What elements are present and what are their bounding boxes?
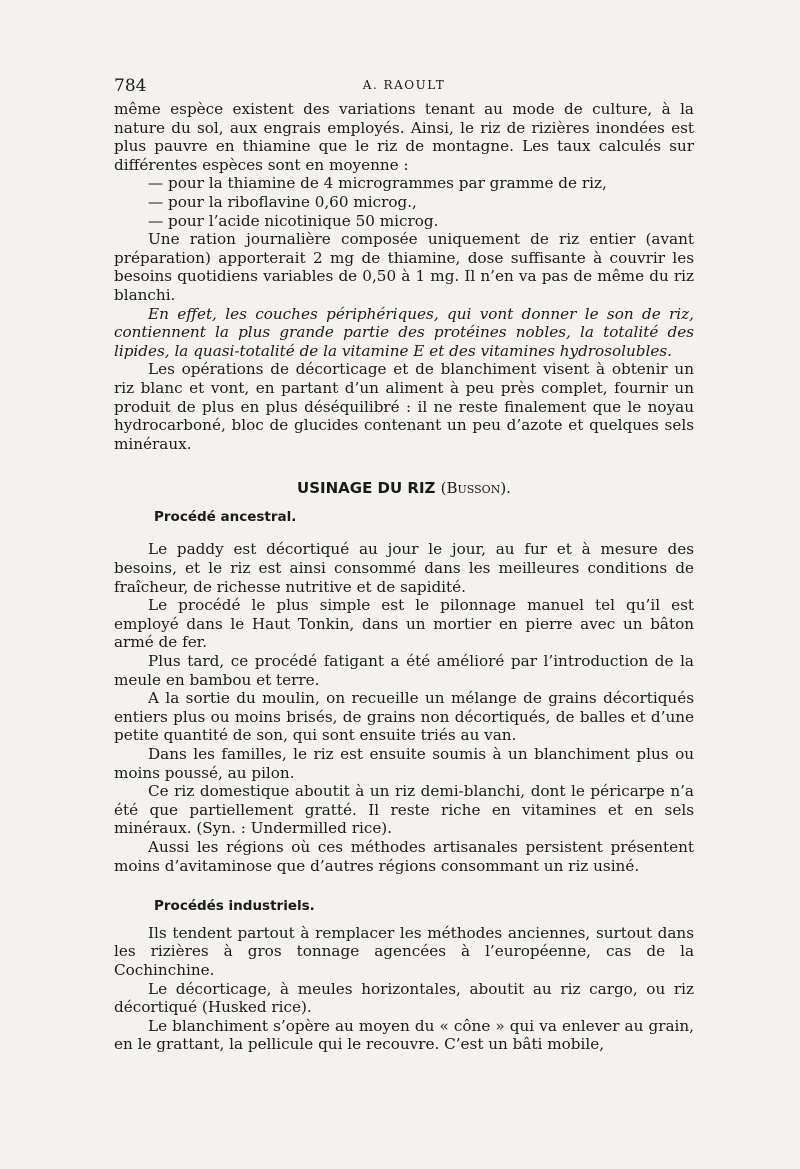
list-item: — pour la riboflavine 0,60 microg., (148, 192, 417, 211)
list-item: — pour l’acide nicotinique 50 microg. (148, 211, 439, 230)
body-text (114, 100, 694, 1054)
paragraph: Ils tendent partout à remplacer les méthodes anciennes, surtout dans les rizières à gros tonnage agencées à l’européenne, cas de la Cochinchine. (114, 923, 694, 979)
paragraph: A la sortie du moulin, on recueille un mélange de grains décortiqués entiers plus ou moins brisés, de grains non décortiqués, de balles et d’une petite quantité de son, qui sont ensuite triés au van. (114, 689, 694, 745)
page-number: 784 (114, 76, 147, 96)
document-page (114, 70, 694, 1054)
paragraph: même espèce existent des variations tenant au mode de culture, à la nature du sol, aux engrais employés. Ainsi, le riz de rizières inondées est plus pauvre en thiamine que le riz de montagne. Les taux calculés sur différentes espèces sont en moyenne : (114, 100, 694, 174)
section-author: (Busson). (440, 479, 511, 498)
paragraph: Aussi les régions où ces méthodes artisanales persistent présentent moins d’avitaminose que d’autres régions consommant un riz usiné. (114, 837, 694, 875)
paragraph: Le blanchiment s’opère au moyen du « cône » qui va enlever au grain, en le grattant, la pellicule qui le recouvre. C’est un bâti mobile, (114, 1016, 694, 1054)
section-title-text: USINAGE DU RIZ (297, 479, 436, 498)
paragraph: Dans les familles, le riz est ensuite soumis à un blanchiment plus ou moins poussé, au pilon. (114, 745, 694, 782)
paragraph: Le procédé le plus simple est le pilonnage manuel tel qu’il est employé dans le Haut Tonkin, dans un mortier en pierre avec un bâton armé de fer. (114, 596, 694, 652)
paragraph: Ce riz domestique aboutit à un riz demi-blanchi, dont le péricarpe n’a été que partiellement gratté. Il reste riche en vitamines et en sels minéraux. (Syn. : Undermilled rice). (114, 782, 694, 838)
italic-paragraph: En effet, les couches périphériques, qui vont donner le son de riz, contiennent la plus grande partie des protéines nobles, la totalité des lipides, la quasi-totalité de la vitamine E et des vitamines hydrosolubles. (114, 304, 694, 360)
subsection-title: Procédés industriels. (154, 898, 315, 915)
paragraph: Le paddy est décortiqué au jour le jour, au fur et à mesure des besoins, et le riz est ainsi consommé dans les meilleures conditions de fraîcheur, de richesse nutritive et de sapidité. (114, 540, 694, 596)
running-head: A. RAOULT (362, 78, 446, 92)
paragraph: Les opérations de décorticage et de blanchiment visent à obtenir un riz blanc et vont, en partant d’un aliment à peu près complet, fournir un produit de plus en plus déséquilibré : il ne reste finalement que le noyau hydrocarboné, bloc de glucides contenant un peu d’azote et quelques sels minéraux. (114, 360, 694, 453)
paragraph: Le décorticage, à meules horizontales, aboutit au riz cargo, ou riz décortiqué (Husked rice). (114, 979, 694, 1017)
page-header (114, 70, 694, 100)
paragraph: Une ration journalière composée uniquement de riz entier (avant préparation) apporterait 2 mg de thiamine, dose suffisante à couvrir les besoins quotidiens variables de 0,50 à 1 mg. Il n’en va pas de même du riz blanchi. (114, 230, 694, 304)
section-title (114, 479, 694, 498)
subsection-title: Procédé ancestral. (154, 508, 297, 525)
list-item: — pour la thiamine de 4 microgrammes par gramme de riz, (148, 174, 607, 193)
paragraph: Plus tard, ce procédé fatigant a été amélioré par l’introduction de la meule en bambou et terre. (114, 652, 694, 689)
